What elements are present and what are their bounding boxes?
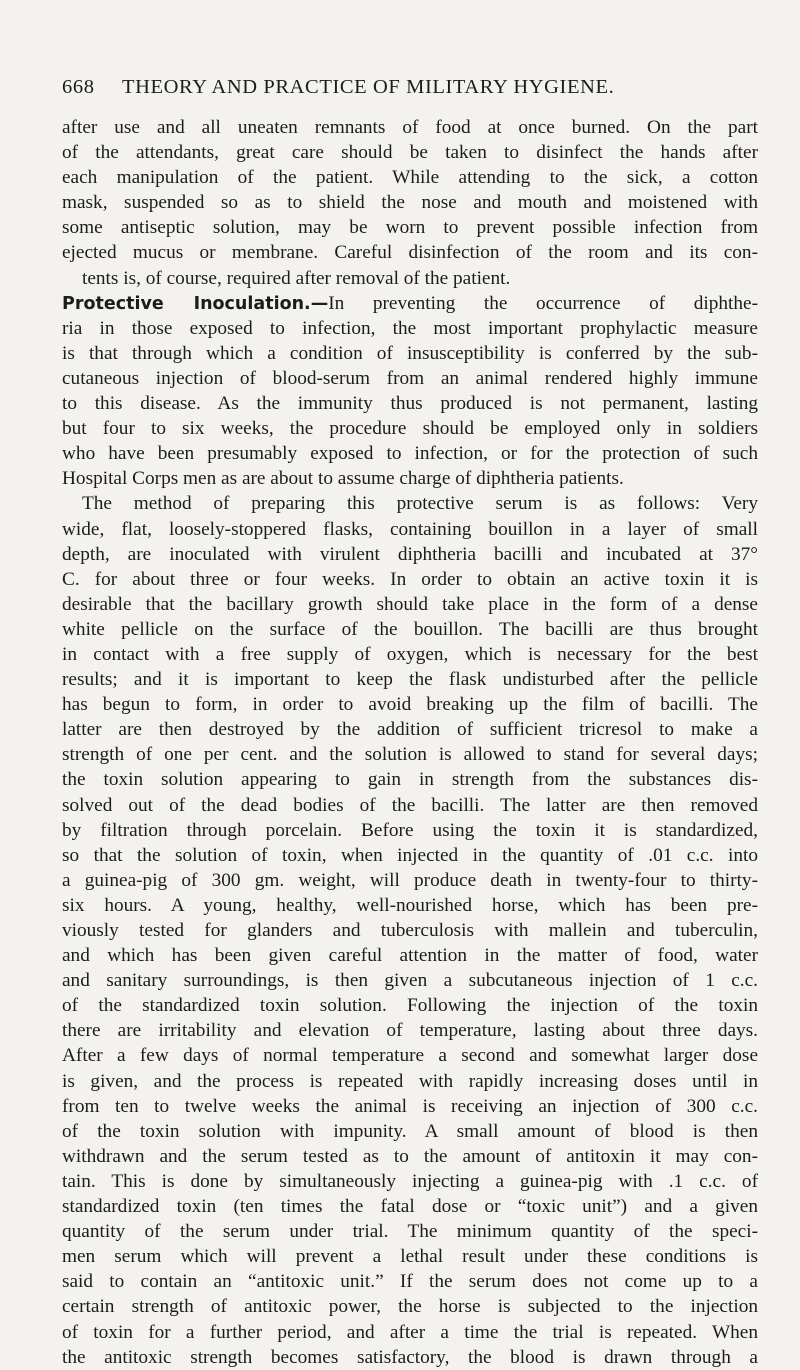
text-line: results; and it is important to keep the flask undisturbed after the pellicle xyxy=(62,669,758,691)
text-line: withdrawn and the serum tested as to the amount of antitoxin it may con- xyxy=(62,1145,758,1167)
text-line: a guinea-pig of 300 gm. weight, will produce death in twenty-four to thirty- xyxy=(62,869,758,891)
text-line: after use and all uneaten remnants of food at once burned. On the part xyxy=(62,117,758,138)
text-line: quantity of the serum under trial. The minimum quantity of the speci- xyxy=(62,1221,758,1243)
text-line: After a few days of normal temperature a second and somewhat larger dose xyxy=(62,1045,758,1067)
text-line: to this disease. As the immunity thus produced is not permanent, lasting xyxy=(62,393,758,415)
text-line: the toxin solution appearing to gain in strength from the substances dis- xyxy=(62,769,758,791)
text-line: from ten to twelve weeks the animal is receiving an injection of 300 c.c. xyxy=(62,1095,758,1117)
running-head xyxy=(62,76,752,106)
text-line: is given, and the process is repeated with rapidly increasing doses until in xyxy=(62,1070,758,1092)
text-line: is that through which a condition of insusceptibility is conferred by the sub- xyxy=(62,342,758,364)
text-line: six hours. A young, healthy, well-nourished horse, which has been pre- xyxy=(62,894,758,916)
text-line: The method of preparing this protective serum is as follows: Very xyxy=(82,493,758,515)
text-line: said to contain an “antitoxic unit.” If the serum does not come up to a xyxy=(62,1271,758,1293)
text-line: who have been presumably exposed to infection, or for the protection of such xyxy=(62,443,758,465)
text-line: solved out of the dead bodies of the bacilli. The latter are then removed xyxy=(62,794,758,816)
text-line: by filtration through porcelain. Before using the toxin it is standardized, xyxy=(62,819,758,841)
text-line: ria in those exposed to infection, the most important prophylactic measure xyxy=(62,317,758,339)
text-line: of the toxin solution with impunity. A small amount of blood is then xyxy=(62,1120,758,1142)
text-line: cutaneous injection of blood-serum from an animal rendered highly immune xyxy=(62,367,758,389)
text-line: and sanitary surroundings, is then given a subcutaneous injection of 1 c.c. xyxy=(62,970,758,992)
text-line: standardized toxin (ten times the fatal dose or “toxic unit”) and a given xyxy=(62,1196,758,1218)
text-line: of the attendants, great care should be taken to disinfect the hands after xyxy=(62,142,758,164)
text-line: and which has been given careful attention in the matter of food, water xyxy=(62,945,758,967)
text-line: white pellicle on the surface of the bouillon. The bacilli are thus brought xyxy=(62,618,758,640)
text-line: in contact with a free supply of oxygen, which is necessary for the best xyxy=(62,643,758,665)
text-line: so that the solution of toxin, when injected in the quantity of .01 c.c. into xyxy=(62,844,758,866)
text-line: men serum which will prevent a lethal result under these conditions is xyxy=(62,1246,758,1268)
text-line: the antitoxic strength becomes satisfactory, the blood is drawn through a xyxy=(62,1346,758,1368)
text-line: tents is, of course, required after removal of the patient. xyxy=(82,267,511,289)
text-line: mask, suspended so as to shield the nose and mouth and moistened with xyxy=(62,192,758,214)
body-text xyxy=(62,115,758,1370)
text-line: wide, flat, loosely-stoppered flasks, containing bouillon in a layer of small xyxy=(62,518,758,540)
text-line: each manipulation of the patient. While attending to the sick, a cotton xyxy=(62,167,758,189)
page-number: 668 xyxy=(62,76,95,98)
text-line: certain strength of antitoxic power, the horse is subjected to the injection xyxy=(62,1296,758,1318)
text-line: desirable that the bacillary growth should take place in the form of a dense xyxy=(62,593,758,615)
text-line: ejected mucus or membrane. Careful disinfection of the room and its con- xyxy=(62,242,758,264)
text-line: C. for about three or four weeks. In order to obtain an active toxin it is xyxy=(62,568,758,590)
text-line: but four to six weeks, the procedure should be employed only in soldiers xyxy=(62,418,758,440)
text-line: there are irritability and elevation of temperature, lasting about three days. xyxy=(62,1020,758,1042)
text-line: Hospital Corps men as are about to assume charge of diphtheria patients. xyxy=(62,468,624,490)
section-heading: Protective Inoculation.— xyxy=(62,293,329,314)
text-line: In preventing the occurrence of diphthe- xyxy=(328,292,758,314)
text-line: viously tested for glanders and tuberculosis with mallein and tuberculin, xyxy=(62,920,758,941)
text-line: of the standardized toxin solution. Following the injection of the toxin xyxy=(62,995,758,1017)
text-line: depth, are inoculated with virulent diphtheria bacilli and incubated at 37° xyxy=(62,543,758,565)
running-title: THEORY AND PRACTICE OF MILITARY HYGIENE. xyxy=(122,76,615,98)
text-line: has begun to form, in order to avoid breaking up the film of bacilli. The xyxy=(62,694,758,716)
text-line: some antiseptic solution, may be worn to prevent possible infection from xyxy=(62,217,758,239)
text-line: strength of one per cent. and the solution is allowed to stand for several days; xyxy=(62,744,758,766)
text-line: tain. This is done by simultaneously injecting a guinea-pig with .1 c.c. of xyxy=(62,1170,758,1192)
text-line-with-heading xyxy=(62,291,758,316)
text-line: of toxin for a further period, and after a time the trial is repeated. When xyxy=(62,1321,758,1343)
text-line: latter are then destroyed by the addition of sufficient tricresol to make a xyxy=(62,719,758,741)
